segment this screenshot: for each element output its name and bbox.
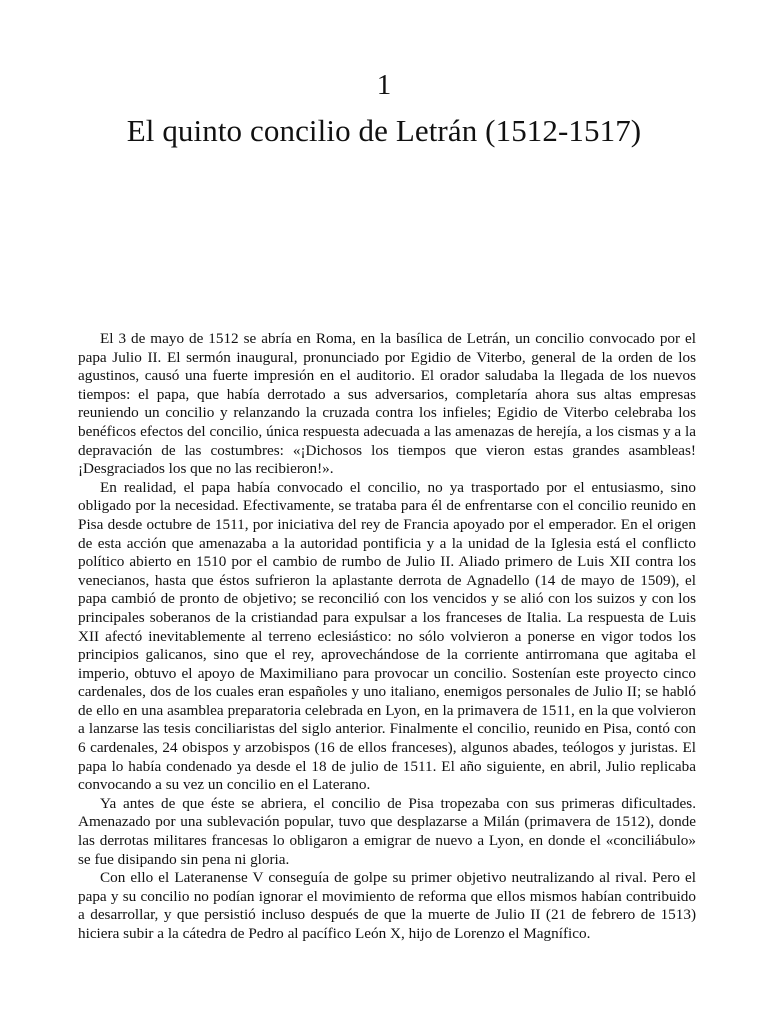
chapter-number: 1: [376, 69, 392, 101]
chapter-body: [78, 330, 696, 944]
paragraph: Ya antes de que éste se abriera, el concilio de Pisa tropezaba con sus primeras dificultades. Amenazado por una sublevación popular, tuvo que desplazarse a Milán (primavera de 1512), donde las derrotas militares francesas lo obligaron a emigrar de nuevo a Lyon, en donde el «conciliábulo» se fue disipando sin pena ni gloria.: [78, 794, 696, 868]
paragraph: Con ello el Lateranense V conseguía de golpe su primer objetivo neutralizando al rival. Pero el papa y su concilio no podían ignorar el movimiento de reforma que ellos mismos habían contribuido a desarrollar, y que persistió incluso después de que la muerte de Julio II (21 de febrero de 1513) hiciera subir a la cátedra de Pedro al pacífico León X, hijo de Lorenzo el Magnífico.: [78, 869, 696, 942]
paragraph: El 3 de mayo de 1512 se abría en Roma, en la basílica de Letrán, un concilio convocado por el papa Julio II. El sermón inaugural, pronunciado por Egidio de Viterbo, general de la orden de los agustinos, causó una fuerte impresión en el auditorio. El orador saludaba la llegada de los nuevos tiempos: el papa, que había derrotado a sus adversarios, completaría ahora sus altas empresas reuniendo un concilio y relanzando la cruzada contra los infieles; Egidio de Viterbo celebraba los benéficos efectos del concilio, única respuesta adecuada a las amenazas de herejía, a los cismas y a la depravación de las costumbres: «¡Dichosos los tiempos que vieron estas grandes asambleas! ¡Desgraciados los que no las recibieron!».: [78, 330, 696, 478]
paragraph: En realidad, el papa había convocado el concilio, no ya trasportado por el entusiasmo, sino obligado por la necesidad. Efectivamente, se trataba para él de enfrentarse con el concilio reunido en Pisa desde octubre de 1511, por iniciativa del rey de Francia apoyado por el emperador. En el origen de esta acción que amenazaba a la autoridad pontificia y a la unidad de la Iglesia está el conflicto político abierto en 1510 por el cambio de rumbo de Julio II. Aliado primero de Luis XII contra los venecianos, hasta que éstos sufrieron la aplastante derrota de Agnadello (14 de mayo de 1509), el papa cambió de pronto de objetivo; se reconcilió con los vencidos y se alió con los suizos y con los principales soberanos de la cristiandad para expulsar a los franceses de Italia. La respuesta de Luis XII afectó inevitablemente al terreno eclesiástico: no sólo volvieron a ponerse en vigor todos los principios galicanos, sino que el rey, aprovechándose de la corriente antirromana que agitaba el imperio, obtuvo el apoyo de Maximiliano para provocar un concilio. Sostenían este proyecto cinco cardenales, dos de los cuales eran españoles y uno italiano, enemigos personales de Julio II; se habló de ello en una asamblea preparatoria celebrada en Lyon, en la primavera de 1511, en la que volvieron a lanzarse las tesis conciliaristas del siglo anterior. Finalmente el concilio, reunido en Pisa, contó con 6 cardenales, 24 obispos y arzobispos (16 de ellos franceses), algunos abades, teólogos y juristas. El papa lo había condenado ya desde el 18 de julio de 1511. El año siguiente, en abril, Julio replicaba convocando a su vez un concilio en el Laterano.: [78, 478, 696, 794]
chapter-title: El quinto concilio de Letrán (1512-1517): [126, 113, 642, 148]
